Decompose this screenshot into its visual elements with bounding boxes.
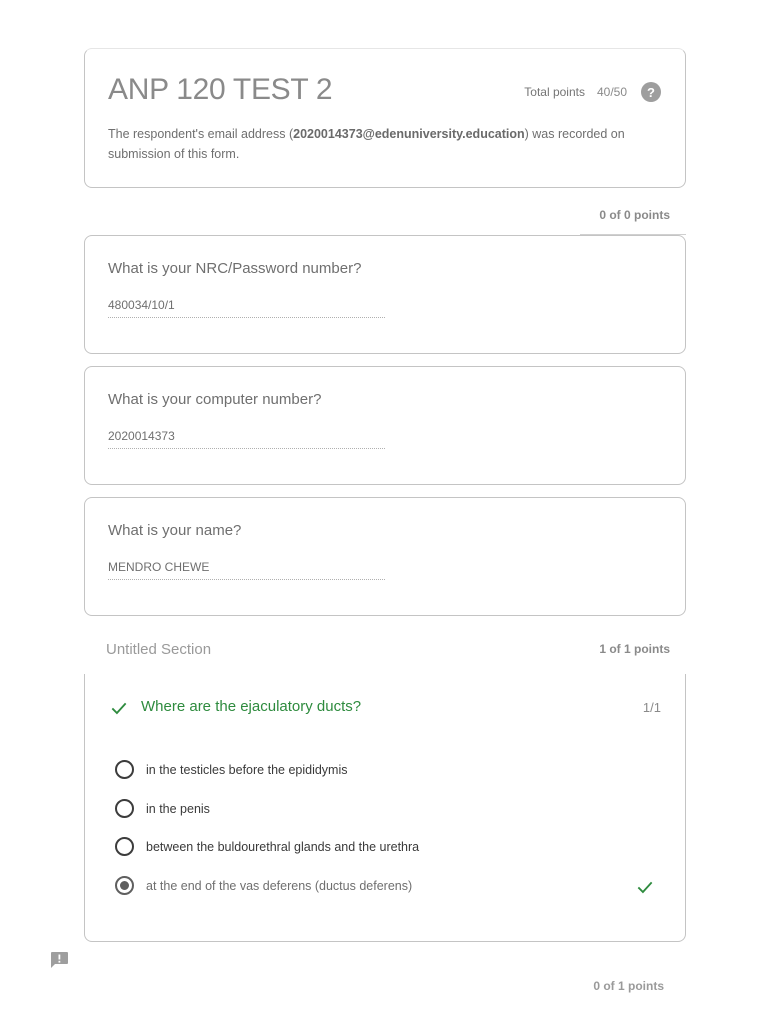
section-points: 1 of 1 points bbox=[599, 642, 670, 656]
question-title: What is your NRC/Password number? bbox=[108, 260, 362, 277]
total-points-label: Total points bbox=[524, 85, 585, 99]
option-label: between the buldourethral glands and the urethra bbox=[146, 839, 420, 854]
radio-button-selected bbox=[115, 876, 134, 895]
question-title: What is your computer number? bbox=[108, 391, 322, 408]
answer-field: 2020014373 bbox=[108, 429, 385, 449]
question-card-name bbox=[84, 497, 686, 616]
question-score: 1/1 bbox=[642, 700, 661, 715]
form-header-card bbox=[84, 48, 686, 188]
radio-button bbox=[115, 799, 134, 818]
total-points bbox=[524, 82, 661, 102]
option-label: at the end of the vas deferens (ductus deferens) bbox=[146, 878, 413, 893]
radio-button bbox=[115, 837, 134, 856]
question-card-computer-number bbox=[84, 366, 686, 485]
check-icon bbox=[635, 877, 655, 897]
help-icon[interactable]: ? bbox=[641, 82, 661, 102]
total-points-value: 40/50 bbox=[596, 85, 627, 99]
question-title: Where are the ejaculatory ducts? bbox=[141, 698, 362, 715]
form-title: ANP 120 TEST 2 bbox=[108, 73, 333, 106]
answer-field: 480034/10/1 bbox=[108, 298, 385, 318]
option-label: in the testicles before the epididymis bbox=[146, 762, 348, 777]
option-item bbox=[115, 799, 210, 818]
section-title: Untitled Section bbox=[106, 641, 212, 658]
answer-field: MENDRO CHEWE bbox=[108, 560, 385, 580]
option-item bbox=[115, 760, 348, 779]
feedback-icon[interactable] bbox=[49, 951, 69, 969]
respondent-email: 2020014373@edenuniversity.education bbox=[293, 127, 525, 141]
question-card-ejaculatory-ducts bbox=[84, 674, 686, 942]
option-label: in the penis bbox=[146, 801, 210, 816]
question-card-nrc bbox=[84, 235, 686, 354]
email-recorded-note: The respondent's email address (2020014373@edenuniversity.education) was recorded on submission of this form. bbox=[108, 127, 625, 161]
section-points: 0 of 1 points bbox=[593, 979, 664, 993]
option-item-selected bbox=[115, 876, 412, 895]
question-title: What is your name? bbox=[108, 522, 242, 539]
section-points: 0 of 0 points bbox=[599, 208, 670, 222]
radio-button bbox=[115, 760, 134, 779]
check-icon bbox=[109, 698, 129, 718]
option-item bbox=[115, 837, 419, 856]
